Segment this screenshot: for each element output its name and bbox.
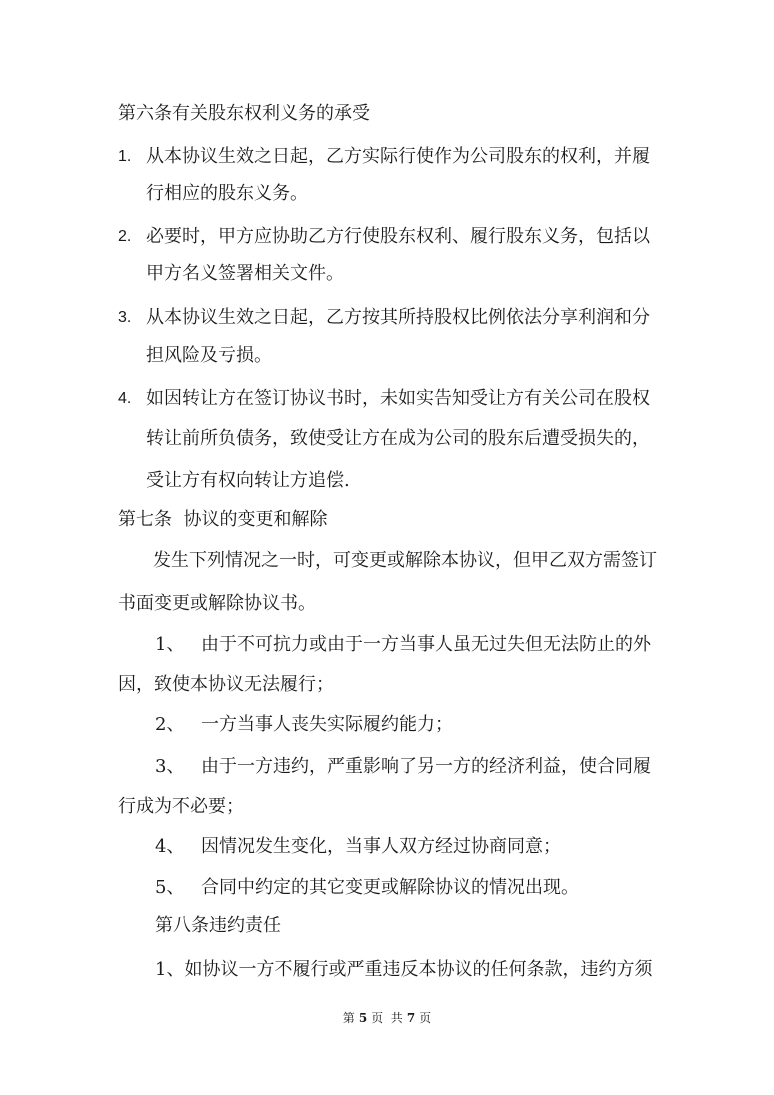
- article6-item4-number: 4.: [118, 390, 132, 407]
- article7-item3-line2: 行成为不必要；: [118, 796, 244, 817]
- article7-item4-line1: 因情况发生变化，当事人双方经过协商同意；: [201, 836, 561, 857]
- footer-middle: 页 共: [371, 1011, 403, 1025]
- article6-item2-line2: 甲方名义签署相关文件。: [146, 263, 344, 284]
- article7-item5-line1: 合同中约定的其它变更或解除协议的情况出现。: [201, 877, 579, 898]
- article6-title: 第六条有关股东权利义务的承受: [118, 103, 370, 124]
- article6-item1-number: 1.: [118, 148, 132, 165]
- footer-page-number: 5: [358, 1011, 368, 1025]
- article8-title: 第八条违约责任: [155, 915, 281, 936]
- footer-prefix: 第: [342, 1011, 355, 1025]
- article7-item5-number: 5、: [155, 877, 185, 898]
- page-footer: [0, 1010, 774, 1026]
- article6-item2-number: 2.: [118, 228, 132, 245]
- article6-item1-line1: 从本协议生效之日起，乙方实际行使作为公司股东的权利，并履: [146, 146, 650, 167]
- article7-item2-number: 2、: [155, 714, 185, 735]
- article8-line1: 1、如协议一方不履行或严重违反本协议的任何条款，违约方须: [155, 959, 653, 980]
- article7-item4-number: 4、: [155, 836, 185, 857]
- article6-item3-number: 3.: [118, 309, 132, 326]
- article6-item4-line3: 受让方有权向转让方追偿.: [146, 470, 350, 491]
- article6-item3-line2: 担风险及亏损。: [146, 345, 272, 366]
- article6-item4-line2: 转让前所负债务，致使受让方在成为公司的股东后遭受损失的，: [146, 428, 650, 449]
- article6-item2-line1: 必要时，甲方应协助乙方行使股东权利、履行股东义务，包括以: [146, 226, 650, 247]
- article6-item1-line2: 行相应的股东义务。: [146, 183, 308, 204]
- article7-item3-line1: 由于一方违约，严重影响了另一方的经济利益，使合同履: [201, 756, 651, 777]
- article7-item1-line2: 因，致使本协议无法履行；: [118, 674, 334, 695]
- article7-item1-line1: 由于不可抗力或由于一方当事人虽无过失但无法防止的外: [201, 634, 651, 655]
- article7-intro-line1: 发生下列情况之一时，可变更或解除本协议，但甲乙双方需签订: [153, 550, 657, 571]
- article7-item3-number: 3、: [155, 756, 185, 777]
- article7-title: 第七条 协议的变更和解除: [118, 509, 328, 530]
- article6-item4-line1: 如因转让方在签订协议书时，未如实告知受让方有关公司在股权: [146, 388, 650, 409]
- article6-item3-line1: 从本协议生效之日起，乙方按其所持股权比例依法分享利润和分: [146, 307, 650, 328]
- article7-item1-number: 1、: [155, 634, 185, 655]
- article7-intro-line2: 书面变更或解除协议书。: [118, 593, 316, 614]
- footer-suffix: 页: [419, 1011, 432, 1025]
- footer-total-pages: 7: [406, 1011, 416, 1025]
- article7-item2-line1: 一方当事人丧失实际履约能力；: [201, 714, 453, 735]
